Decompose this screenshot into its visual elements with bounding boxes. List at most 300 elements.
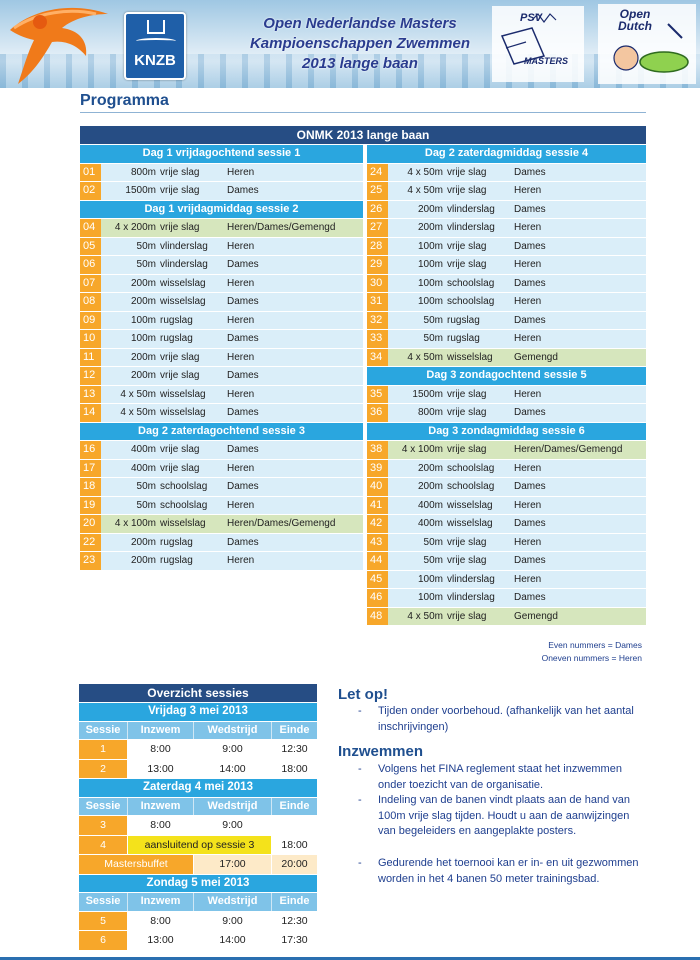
inzwemmen-text: Gedurende het toernooi kan er in- en uit gezwommen worden in het 4 banen 50 meter trainingsbad. [378,857,639,885]
event-stroke: vrije slag [160,462,200,474]
inzwemmen-text: Volgens het FINA reglement staat het inzwemmen onder toezicht van de organisatie. [378,763,622,791]
event-row [367,312,646,330]
event-distance: 4 x 50m [407,351,443,363]
inzwemmen-item [358,856,648,887]
event-category: Heren [514,296,542,307]
event-category: Dames [514,203,546,215]
overview-header-row [79,798,317,816]
let-op-text: Tijden onder voorbehoud. (afhankelijk van het aantal inschrijvingen) [378,705,634,733]
event-distance: 4 x 50m [407,185,443,196]
event-row [80,478,363,496]
event-category: Dames [227,333,259,344]
event-row [80,367,363,385]
event-number: 38 [367,441,388,459]
overview-row [79,836,317,855]
header-banner [0,0,700,88]
event-number: 30 [367,275,388,293]
race-time: 9:00 [194,740,271,759]
event-row [80,256,363,274]
event-distance: 400m [417,499,443,511]
event-distance: 200m [417,222,443,233]
event-row [80,182,363,200]
event-distance: 50m [136,240,156,252]
warmup-time: 8:00 [128,912,193,931]
event-number: 09 [80,312,101,330]
session-header: Dag 1 vrijdagmiddag sessie 2 [80,201,363,219]
event-category: Heren [227,314,255,326]
event-row [367,552,646,570]
event-distance: 50m [423,314,443,326]
event-category: Dames [227,296,259,307]
event-stroke: vrije slag [160,222,200,233]
event-number: 08 [80,293,101,311]
event-category: Heren [227,499,255,511]
session-header: Dag 2 zaterdagochtend sessie 3 [80,423,363,441]
event-number: 41 [367,497,388,515]
event-stroke: vrije slag [447,407,487,418]
event-stroke: schoolslag [447,481,495,492]
event-stroke: schoolslag [447,462,495,474]
inzwemmen-item [358,762,648,793]
event-distance: 4 x 50m [407,166,443,178]
event-row [80,460,363,478]
inzwemmen-item [358,793,648,840]
event-category: Heren [514,536,542,548]
end-time: 18:00 [272,760,317,779]
event-row [80,275,363,293]
event-distance: 100m [417,296,443,307]
event-number: 14 [80,404,101,422]
event-distance: 1500m [412,388,443,400]
event-stroke: vrije slag [447,259,487,270]
knzb-logo [124,12,186,80]
psv-logo-text: PSV [520,12,543,24]
event-distance: 50m [423,536,443,548]
event-number: 39 [367,460,388,478]
col-einde: Einde [272,893,317,911]
col-inzwem: Inzwem [128,893,193,911]
overview-day-2: Zaterdag 4 mei 2013 [79,779,317,797]
event-stroke: wisselslag [160,388,206,400]
event-category: Dames [514,314,546,326]
event-category: Dames [227,536,259,548]
session-overview-table [79,684,317,951]
event-number: 32 [367,312,388,330]
event-row [367,441,646,459]
event-stroke: rugslag [160,314,193,326]
col-inzwem: Inzwem [128,798,193,816]
event-category: Dames [227,481,259,492]
event-row [367,571,646,589]
event-distance: 100m [417,277,443,289]
event-row [367,589,646,607]
event-distance: 400m [417,518,443,529]
event-row [80,404,363,422]
event-number: 28 [367,238,388,256]
event-row [367,293,646,311]
event-category: Dames [514,407,546,418]
event-distance: 200m [130,536,156,548]
legend-odd: Oneven nummers = Heren [541,653,642,663]
event-number: 43 [367,534,388,552]
program-right-column [367,145,646,626]
session-number: 3 [79,816,127,835]
event-category: Heren [227,240,255,252]
event-distance: 400m [130,444,156,455]
session-header: Dag 3 zondagmiddag sessie 6 [367,423,646,441]
session-number: 4 [79,836,127,855]
event-category: Dames [514,481,546,492]
event-category: Heren [227,166,255,178]
event-distance: 800m [130,166,156,178]
event-category: Dames [227,185,259,196]
event-stroke: vlinderslag [447,592,495,603]
event-stroke: vrije slag [447,240,487,252]
event-distance: 4 x 200m [114,222,156,233]
event-number: 10 [80,330,101,348]
event-number: 02 [80,182,101,200]
event-row [367,404,646,422]
title-divider [80,112,646,113]
event-row [367,330,646,348]
event-number: 25 [367,182,388,200]
event-stroke: vrije slag [447,388,487,400]
event-category: Heren [514,388,542,400]
event-row [367,219,646,237]
event-number: 40 [367,478,388,496]
event-number: 34 [367,349,388,367]
event-stroke: vrije slag [447,185,487,196]
overview-row [79,931,317,950]
overview-row [79,740,317,759]
event-distance: 4 x 100m [401,444,443,455]
event-category: Dames [227,444,259,455]
event-category: Heren [227,277,255,289]
event-title [230,14,490,74]
masters-logo-text: MASTERS [524,56,569,66]
event-title-line-1: Open Nederlandse Masters [263,15,457,32]
event-number: 17 [80,460,101,478]
let-op-heading: Let op! [338,686,388,703]
overview-header-row [79,722,317,740]
event-category: Heren [227,462,255,474]
event-stroke: vlinderslag [447,203,495,215]
event-number: 45 [367,571,388,589]
race-time: 9:00 [194,816,271,835]
event-stroke: vrije slag [447,610,487,622]
event-row [80,293,363,311]
let-op-item [358,704,648,735]
knzb-logo-text: KNZB [134,52,176,69]
event-row [80,164,363,182]
event-stroke: vrije slag [160,351,200,363]
event-category: Heren [514,222,542,233]
event-row [80,441,363,459]
event-stroke: schoolslag [160,481,208,492]
event-stroke: schoolslag [447,277,495,289]
event-row [367,201,646,219]
event-stroke: wisselslag [447,351,493,363]
event-row [80,534,363,552]
event-distance: 200m [417,481,443,492]
event-number: 05 [80,238,101,256]
event-category: Dames [514,518,546,529]
event-distance: 200m [130,370,156,381]
event-stroke: vlinderslag [447,222,495,233]
program-left-column [80,145,363,571]
event-number: 01 [80,164,101,182]
session-header: Dag 2 zaterdagmiddag sessie 4 [367,145,646,163]
event-number: 26 [367,201,388,219]
open-dutch-logo-text: Open Dutch [618,7,652,33]
event-row [80,238,363,256]
event-distance: 400m [130,462,156,474]
event-row [80,497,363,515]
event-stroke: vrije slag [160,185,200,196]
bullet-dash: - [358,857,362,869]
end-time: 12:30 [272,740,317,759]
event-row [80,219,363,237]
wave-icon [136,38,176,44]
buffet-end: 20:00 [272,855,317,874]
event-category: Heren [514,573,542,585]
event-row [367,182,646,200]
event-stroke: vlinderslag [160,259,208,270]
inzwemmen-heading: Inzwemmen [338,743,424,760]
event-number: 36 [367,404,388,422]
event-stroke: vrije slag [447,166,487,178]
event-distance: 50m [423,333,443,344]
event-distance: 800m [417,407,443,418]
event-stroke: wisselslag [160,277,206,289]
event-row [367,386,646,404]
swimmer-logo-icon [4,0,116,86]
event-category: Heren [514,333,542,344]
event-title-line-2: Kampioenschappen Zwemmen [249,35,471,52]
program-table-title: ONMK 2013 lange baan [80,126,646,144]
event-number: 23 [80,552,101,570]
event-row [367,275,646,293]
event-distance: 100m [417,592,443,603]
session-number: 1 [79,740,127,759]
event-stroke: wisselslag [447,499,493,511]
event-category: Dames [514,240,546,252]
event-category: Heren [514,499,542,511]
event-distance: 100m [130,333,156,344]
event-category: Heren [514,462,542,474]
event-row [367,534,646,552]
race-time: 9:00 [194,912,271,931]
event-distance: 200m [130,296,156,307]
end-time: 12:30 [272,912,317,931]
event-distance: 4 x 50m [120,388,156,400]
col-einde: Einde [272,798,317,816]
event-stroke: rugslag [160,555,193,566]
overview-row [79,816,317,835]
event-stroke: vrije slag [160,370,200,381]
col-sessie: Sessie [79,722,127,740]
event-row [367,256,646,274]
col-sessie: Sessie [79,893,127,911]
event-category: Heren/Dames/Gemengd [227,518,336,529]
event-distance: 4 x 50m [120,407,156,418]
event-category: Dames [514,555,546,566]
event-row [80,515,363,533]
event-stroke: wisselslag [160,296,206,307]
bullet-dash: - [358,705,362,717]
event-category: Gemengd [514,610,558,622]
col-einde: Einde [272,722,317,740]
event-stroke: wisselslag [160,407,206,418]
legend-even: Even nummers = Dames [548,640,642,650]
event-category: Dames [514,166,546,178]
event-number: 13 [80,386,101,404]
event-row [367,515,646,533]
event-number: 07 [80,275,101,293]
event-stroke: rugslag [447,314,480,326]
session-number: 5 [79,912,127,931]
event-number: 31 [367,293,388,311]
event-distance: 50m [136,481,156,492]
overview-row [79,912,317,931]
event-row [367,497,646,515]
event-distance: 200m [417,462,443,474]
warmup-time: 13:00 [128,760,193,779]
event-number: 11 [80,349,101,367]
bullet-dash: - [358,794,362,806]
bullet-dash: - [358,763,362,775]
event-stroke: vlinderslag [447,573,495,585]
event-distance: 50m [423,555,443,566]
event-category: Dames [227,370,259,381]
event-number: 16 [80,441,101,459]
session-number: 6 [79,931,127,950]
event-stroke: vrije slag [160,444,200,455]
event-number: 12 [80,367,101,385]
event-distance: 4 x 50m [407,610,443,622]
event-category: Heren [514,259,542,270]
event-row [80,349,363,367]
event-distance: 200m [130,351,156,363]
overview-buffet-row [79,855,317,874]
event-stroke: wisselslag [447,518,493,529]
event-stroke: rugslag [160,536,193,548]
overview-day-1: Vrijdag 3 mei 2013 [79,703,317,721]
event-category: Heren [227,351,255,363]
event-row [367,460,646,478]
event-row [367,238,646,256]
session-header: Dag 3 zondagochtend sessie 5 [367,367,646,385]
event-row [367,608,646,626]
event-category: Heren [514,185,542,196]
overview-day-3: Zondag 5 mei 2013 [79,875,317,893]
event-number: 33 [367,330,388,348]
event-number: 20 [80,515,101,533]
inzwemmen-text: Indeling van de banen vindt plaats aan de hand van 100m vrije slag tijden. Houdt u aan de aanwijzingen van begeleiders en aangeplakte posters. [378,794,630,837]
end-time: 17:30 [272,931,317,950]
event-stroke: schoolslag [160,499,208,511]
buffet-label: Mastersbuffet [79,855,193,874]
event-title-line-3: 2013 lange baan [302,55,418,72]
warmup-time: 8:00 [128,816,193,835]
event-row [367,478,646,496]
event-distance: 200m [130,555,156,566]
event-number: 35 [367,386,388,404]
event-distance: 1500m [125,185,156,196]
event-number: 48 [367,608,388,626]
end-time [272,816,317,835]
event-stroke: schoolslag [447,296,495,307]
col-sessie: Sessie [79,798,127,816]
event-number: 29 [367,256,388,274]
overview-row [79,760,317,779]
event-distance: 100m [417,240,443,252]
event-distance: 50m [136,499,156,511]
event-distance: 100m [130,314,156,326]
event-distance: 200m [130,277,156,289]
event-category: Dames [227,259,259,270]
event-category: Gemengd [514,351,558,363]
event-distance: 200m [417,203,443,215]
event-category: Heren/Dames/Gemengd [227,222,336,233]
event-row [80,552,363,570]
event-number: 44 [367,552,388,570]
event-row [80,330,363,348]
event-number: 42 [367,515,388,533]
event-stroke: vrije slag [160,166,200,178]
session-number: 2 [79,760,127,779]
event-row [367,349,646,367]
overview-title: Overzicht sessies [79,684,317,702]
warmup-time: 13:00 [128,931,193,950]
event-stroke: vrije slag [447,555,487,566]
crown-icon [147,20,165,34]
race-time: 14:00 [194,760,271,779]
end-time: 18:00 [272,836,317,855]
session-header: Dag 1 vrijdagochtend sessie 1 [80,145,363,163]
race-time: 14:00 [194,931,271,950]
event-number: 19 [80,497,101,515]
event-row [80,386,363,404]
follow-on-note: aansluitend op sessie 3 [128,836,271,855]
event-category: Heren/Dames/Gemengd [514,444,623,455]
event-stroke: vrije slag [447,536,487,548]
event-number: 24 [367,164,388,182]
col-wedstrijd: Wedstrijd [194,722,271,740]
event-number: 18 [80,478,101,496]
event-category: Dames [227,407,259,418]
event-stroke: rugslag [160,333,193,344]
warmup-time: 8:00 [128,740,193,759]
event-number: 06 [80,256,101,274]
event-distance: 4 x 100m [114,518,156,529]
event-row [80,312,363,330]
event-category: Heren [227,555,255,566]
event-stroke: vlinderslag [160,240,208,252]
buffet-start: 17:00 [194,855,271,874]
overview-header-row [79,893,317,911]
event-number: 46 [367,589,388,607]
event-stroke: rugslag [447,333,480,344]
col-inzwem: Inzwem [128,722,193,740]
event-distance: 50m [136,259,156,270]
event-stroke: vrije slag [447,444,487,455]
event-number: 27 [367,219,388,237]
event-category: Dames [514,592,546,603]
event-stroke: wisselslag [160,518,206,529]
event-distance: 100m [417,573,443,585]
event-category: Heren [227,388,255,400]
